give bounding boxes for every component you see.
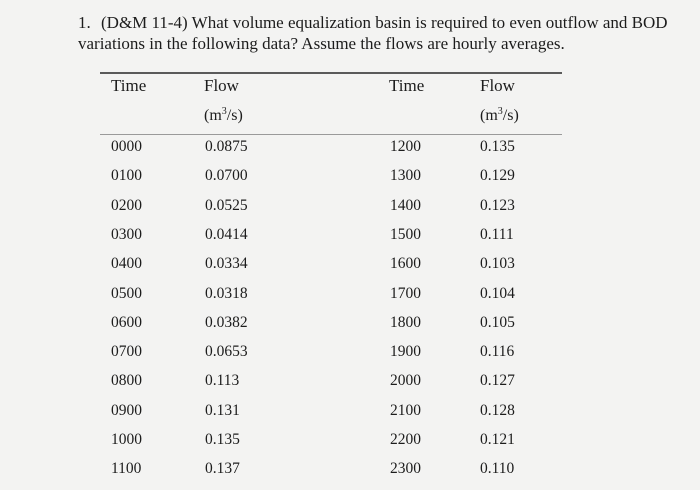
time-cell: 1800 [390,314,421,331]
flow-cell: 0.111 [480,226,514,243]
flow-cell: 0.135 [205,431,240,448]
time-cell: 2200 [390,431,421,448]
flow-cell: 0.113 [205,372,240,389]
time-cell: 0300 [111,226,142,243]
flow-cell: 0.0382 [205,314,248,331]
table-top-rule [100,72,562,74]
flow-cell: 0.103 [480,255,515,272]
time-cell: 2300 [390,460,421,477]
time-cell: 0700 [111,343,142,360]
flow-cell: 0.135 [480,138,515,155]
flow-cell: 0.105 [480,314,515,331]
table-header-rule [100,134,562,135]
flow-cell: 0.116 [480,343,515,360]
question-line-1: (D&M 11-4) What volume equalization basin is required to even outflow and BOD [101,13,668,32]
time-cell: 0400 [111,255,142,272]
flow-cell: 0.123 [480,197,515,214]
flow-cell: 0.0414 [205,226,248,243]
time-cell: 1400 [390,197,421,214]
time-cell: 0000 [111,138,142,155]
time-cell: 0500 [111,285,142,302]
time-cell: 0200 [111,197,142,214]
time-cell: 1700 [390,285,421,302]
unit-flow-left: $(m^3/s)$ [204,106,243,124]
time-cell: 0600 [111,314,142,331]
time-cell: 1300 [390,167,421,184]
time-cell: 1000 [111,431,142,448]
time-cell: 0900 [111,402,142,419]
time-cell: 2000 [390,372,421,389]
time-cell: 2100 [390,402,421,419]
time-cell: 1200 [390,138,421,155]
flow-cell: 0.110 [480,460,515,477]
flow-cell: 0.0653 [205,343,248,360]
header-time-left: Time [111,76,147,95]
question-line-2: variations in the following data? Assume the flows are hourly averages. [78,34,565,53]
header-flow-left: Flow [204,76,239,95]
flow-cell: 0.121 [480,431,515,448]
flow-cell: 0.129 [480,167,515,184]
time-cell: 0100 [111,167,142,184]
time-cell: 1900 [390,343,421,360]
time-cell: 0800 [111,372,142,389]
flow-cell: 0.137 [205,460,240,477]
flow-cell: 0.104 [480,285,515,302]
flow-cell: 0.0334 [205,255,248,272]
flow-cell: 0.131 [205,402,240,419]
question-number: 1. [78,13,91,32]
flow-cell: 0.0875 [205,138,248,155]
flow-cell: 0.127 [480,372,515,389]
flow-cell: 0.0700 [205,167,248,184]
time-cell: 1100 [111,460,142,477]
time-cell: 1600 [390,255,421,272]
flow-cell: 0.0525 [205,197,248,214]
time-cell: 1500 [390,226,421,243]
unit-flow-right: $(m^3/s)$ [480,106,519,124]
flow-cell: 0.128 [480,402,515,419]
flow-cell: 0.0318 [205,285,248,302]
header-flow-right: Flow [480,76,515,95]
header-time-right: Time [389,76,425,95]
